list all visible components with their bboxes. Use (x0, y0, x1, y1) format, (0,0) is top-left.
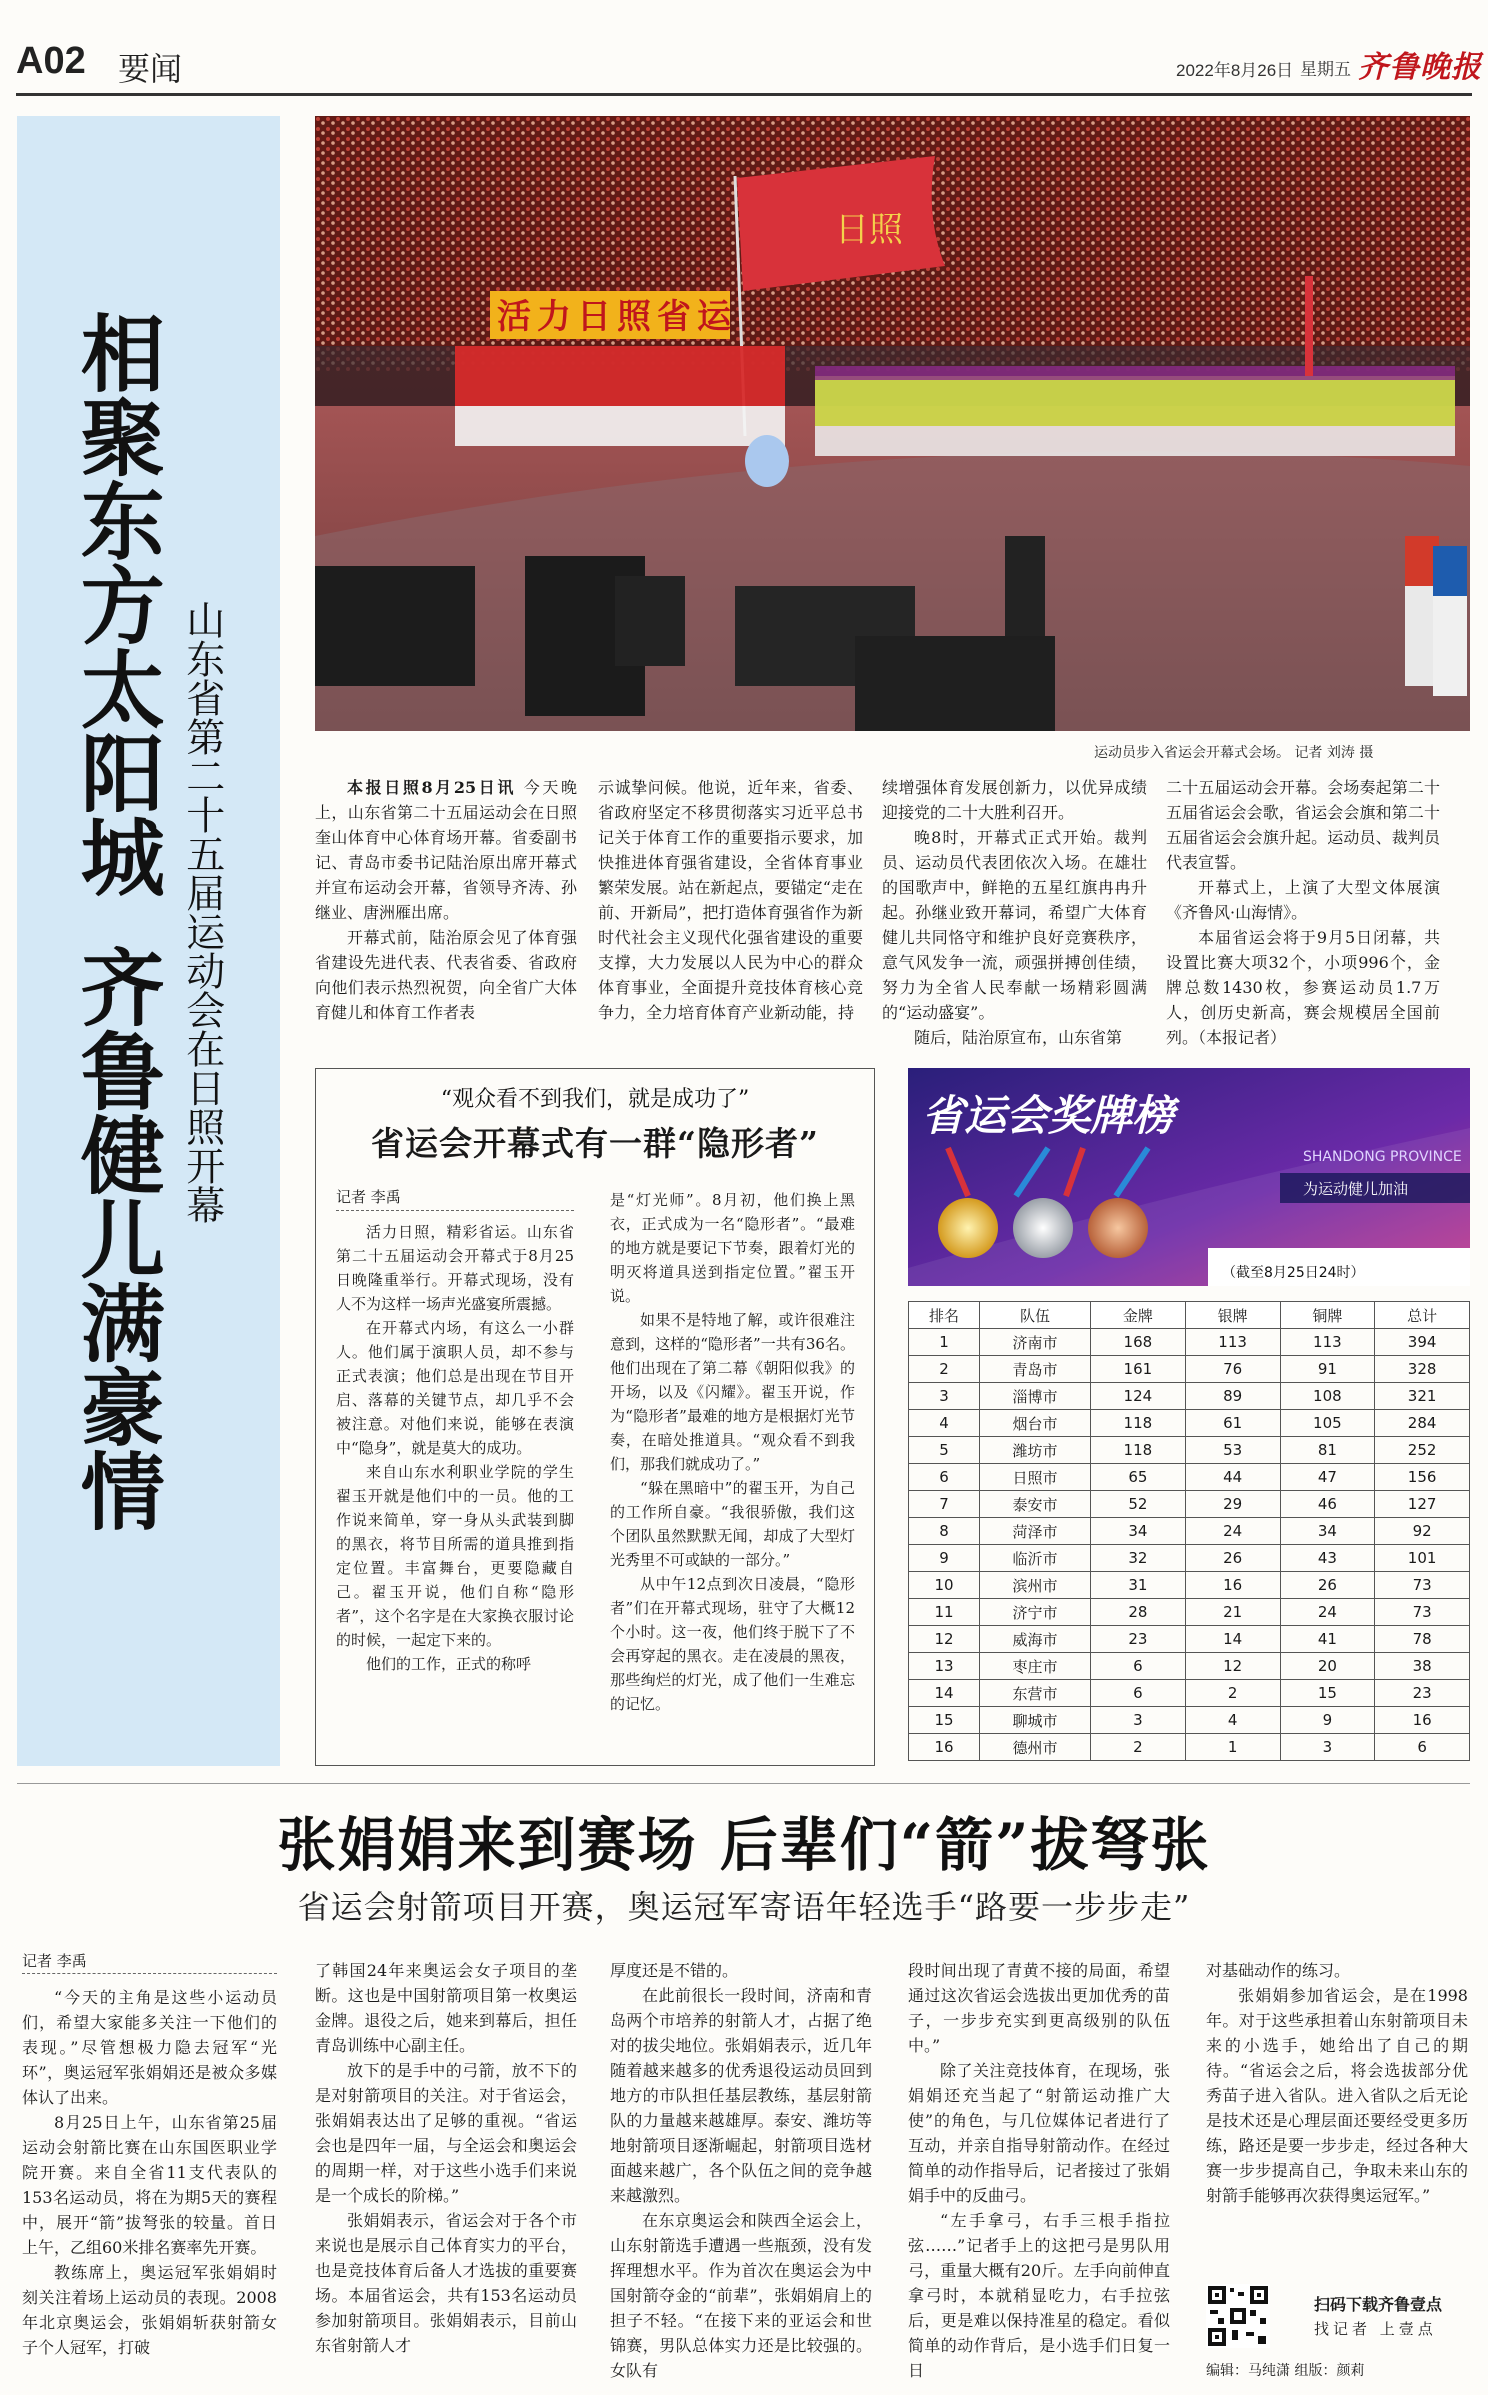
col-total: 总计 (1375, 1302, 1470, 1329)
lead-p5: 晚8时，开幕式正式开始。裁判员、运动员代表团依次入场。在雄壮的国歌声中，鲜艳的五星红旗冉冉升起。孙继业致开幕词，希望广大体育健儿共同恪守和维护良好竞赛秩序，意气风发争一流，顽强拼搏创佳绩，努力为全省人民奉献一场精彩圆满的“运动盛宴”。 (882, 828, 1147, 1022)
sidebar-p4: 他们的工作，正式的称呼 (366, 1655, 532, 1673)
bottom-col2 (315, 1958, 577, 2358)
bottom-col5 (1206, 1958, 1468, 2208)
gold-cell: 28 (1091, 1599, 1186, 1626)
sidebar-col1 (336, 1220, 574, 1676)
bronze-cell: 91 (1280, 1356, 1375, 1383)
lead-article-col2 (598, 775, 863, 1025)
medal-table-row (909, 1626, 1470, 1653)
medal-table-row (909, 1383, 1470, 1410)
silver-cell: 113 (1185, 1329, 1280, 1356)
medal-table-row (909, 1410, 1470, 1437)
section-divider (17, 1783, 1470, 1784)
main-headline-line1: 相聚东方太阳城 (67, 310, 167, 898)
bronze-cell: 105 (1280, 1410, 1375, 1437)
rank-cell: 14 (909, 1680, 980, 1707)
bronze-cell: 47 (1280, 1464, 1375, 1491)
rank-cell: 9 (909, 1545, 980, 1572)
silver-cell: 12 (1185, 1653, 1280, 1680)
team-cell: 枣庄市 (980, 1653, 1091, 1680)
sidebar-p2: 在开幕式内场，有这么一小群人。他们属于演职人员，却不参与正式表演；他们总是出现在节目开启、落幕的关键节点，却几乎不会被注意。对他们来说，能够在表演中“隐身”，就是莫大的成功。 (336, 1319, 574, 1457)
bottom-col1 (22, 1985, 277, 2360)
section-name: 要闻 (118, 50, 183, 88)
lead-p3: 示诚挚问候。他说，近年来，省委、省政府坚定不移贯彻落实习近平总书记关于体育工作的重要指示要求，加快推进体育强省建设，全省体育事业繁荣发展。站在新起点，要锚定“走在前、开新局”，把打造体育强省作为新时代社会主义现代化强省建设的重要支撑，大力发展以人民为中心的群众体育事业，全面提升竞技体育核心竞争力，全力培育体育产业新动能，持 (598, 778, 863, 1022)
bronze-cell: 34 (1280, 1518, 1375, 1545)
bronze-cell: 41 (1280, 1626, 1375, 1653)
gold-cell: 6 (1091, 1653, 1186, 1680)
silver-cell: 76 (1185, 1356, 1280, 1383)
gold-cell: 6 (1091, 1680, 1186, 1707)
total-cell: 127 (1375, 1491, 1470, 1518)
medal-banner-slogan-box (1280, 1173, 1470, 1203)
medal-table-row (909, 1707, 1470, 1734)
team-cell: 烟台市 (980, 1410, 1091, 1437)
bronze-cell: 3 (1280, 1734, 1375, 1761)
bottom-p11: 除了关注竞技体育，在现场，张娟娟还充当起了“射箭运动推广大使”的角色，与几位媒体记者进行了互动，并亲自指导射箭动作。在经过简单的动作指导后，记者接过了张娟娟手中的反曲弓。 (908, 2061, 1170, 2205)
rank-cell: 16 (909, 1734, 980, 1761)
bronze-cell: 46 (1280, 1491, 1375, 1518)
team-cell: 聊城市 (980, 1707, 1091, 1734)
opening-ceremony-photo (315, 116, 1470, 731)
gold-cell: 34 (1091, 1518, 1186, 1545)
total-cell: 321 (1375, 1383, 1470, 1410)
bottom-p2: 8月25日上午，山东省第25届运动会射箭比赛在山东国医职业学院开赛。来自全省11支代表队的153名运动员，将在为期5天的赛程中，展开“箭”拔弩张的较量。首日上午，乙组60米排名赛率先开赛。 (22, 2113, 277, 2257)
silver-cell: 14 (1185, 1626, 1280, 1653)
gold-cell: 124 (1091, 1383, 1186, 1410)
team-cell: 泰安市 (980, 1491, 1091, 1518)
team-cell: 滨州市 (980, 1572, 1091, 1599)
gold-cell: 2 (1091, 1734, 1186, 1761)
silver-cell: 4 (1185, 1707, 1280, 1734)
bottom-p7: 厚度还是不错的。 (610, 1961, 739, 1980)
silver-medal-icon (1013, 1198, 1073, 1258)
bottom-p8: 在此前很长一段时间，济南和青岛两个市培养的射箭人才，占据了绝对的拔尖地位。张娟娟表示，近几年随着越来越多的优秀退役运动员回到地方的市队担任基层教练，基层射箭队的力量越来越雄厚。泰安、潍坊等地射箭项目逐渐崛起，射箭项目选材面越来越广，各个队伍之间的竞争越来越激烈。 (610, 1986, 872, 2205)
lead-article-col4 (1166, 775, 1440, 1050)
download-line1: 扫码下载齐鲁壹点 (1314, 2295, 1443, 2314)
silver-cell: 2 (1185, 1680, 1280, 1707)
rank-cell: 15 (909, 1707, 980, 1734)
bottom-p1: “今天的主角是这些小运动员们，希望大家能多关注一下他们的表现。”尽管想极力隐去冠军“光环”，奥运冠军张娟娟还是被众多媒体认了出来。 (22, 1988, 277, 2107)
bronze-cell: 26 (1280, 1572, 1375, 1599)
silver-cell: 1 (1185, 1734, 1280, 1761)
rank-cell: 4 (909, 1410, 980, 1437)
team-cell: 淄博市 (980, 1383, 1091, 1410)
bronze-cell: 24 (1280, 1599, 1375, 1626)
photo-caption: 运动员步入省运会开幕式会场。 记者 刘涛 摄 (1094, 745, 1374, 761)
sidebar-p7: “躲在黑暗中”的翟玉开，为自己的工作所自豪。“我很骄傲，我们这个团队虽然默默无闻，却成了大型灯光秀里不可或缺的一部分。” (610, 1479, 855, 1569)
bottom-p9: 在东京奥运会和陕西全运会上，山东射箭选手遭遇一些瓶颈，没有发挥理想水平。作为首次在奥运会为中国射箭夺金的“前辈”，张娟娟肩上的担子不轻。“在接下来的亚运会和世锦赛，男队总体实力还是比较强的。女队有 (610, 2211, 872, 2380)
team-cell: 济宁市 (980, 1599, 1091, 1626)
gold-cell: 118 (1091, 1437, 1186, 1464)
medal-table-row (909, 1356, 1470, 1383)
total-cell: 156 (1375, 1464, 1470, 1491)
rank-cell: 2 (909, 1356, 980, 1383)
rank-cell: 10 (909, 1572, 980, 1599)
rank-cell: 8 (909, 1518, 980, 1545)
silver-cell: 24 (1185, 1518, 1280, 1545)
bottom-p13: 对基础动作的练习。 (1206, 1961, 1351, 1980)
medal-table-row (909, 1572, 1470, 1599)
bottom-p4: 了韩国24年来奥运会女子项目的垄断。这也是中国射箭项目第一枚奥运金牌。退役之后，她来到幕后，担任青岛训练中心副主任。 (315, 1961, 577, 2055)
bottom-p10: 段时间出现了青黄不接的局面，希望通过这次省运会选拔出更加优秀的苗子，一步步充实到更高级别的队伍中。” (908, 1961, 1170, 2055)
col-gold: 金牌 (1091, 1302, 1186, 1329)
medal-table-row (909, 1680, 1470, 1707)
bronze-cell: 81 (1280, 1437, 1375, 1464)
team-cell: 潍坊市 (980, 1437, 1091, 1464)
silver-cell: 29 (1185, 1491, 1280, 1518)
silver-cell: 44 (1185, 1464, 1280, 1491)
medal-table-row (909, 1599, 1470, 1626)
bottom-col3 (610, 1958, 872, 2383)
col-rank: 排名 (909, 1302, 980, 1329)
lead-p8: 开幕式上，上演了大型文体展演《齐鲁风·山海情》。 (1166, 878, 1440, 922)
svg-text:活力日照省运: 活力日照省运 (497, 297, 737, 337)
editor-credits: 编辑：马纯潇 组版：颜莉 (1206, 2363, 1365, 2379)
gold-medal-icon (938, 1198, 998, 1258)
sidebar-p8: 从中午12点到次日凌晨，“隐形者”们在开幕式现场，驻守了大概12个小时。这一夜，他们终于脱下了不会再穿起的黑衣。走在凌晨的黑夜，那些绚烂的灯光，成了他们一生难忘的记忆。 (610, 1575, 855, 1713)
gold-cell: 52 (1091, 1491, 1186, 1518)
medal-table-row (909, 1734, 1470, 1761)
lead-p7: 二十五届运动会开幕。会场奏起第二十五届省运会会歌，省运会会旗和第二十五届省运会会旗升起。运动员、裁判员代表宣誓。 (1166, 778, 1440, 872)
team-sign (490, 291, 737, 339)
gold-cell: 3 (1091, 1707, 1186, 1734)
bronze-cell: 108 (1280, 1383, 1375, 1410)
total-cell: 73 (1375, 1599, 1470, 1626)
rank-cell: 5 (909, 1437, 980, 1464)
silver-cell: 16 (1185, 1572, 1280, 1599)
gold-cell: 32 (1091, 1545, 1186, 1572)
silver-cell: 26 (1185, 1545, 1280, 1572)
bronze-cell: 43 (1280, 1545, 1375, 1572)
newspaper-logo: 齐鲁晚报 (1358, 50, 1482, 85)
team-cell: 德州市 (980, 1734, 1091, 1761)
sidebar-p3: 来自山东水利职业学院的学生翟玉开就是他们中的一员。他的工作说来简单，穿一身从头武装到脚的黑衣，将节目所需的道具推到指定位置。丰富舞台，更要隐藏自己。翟玉开说，他们自称“隐形者”，这个名字是在大家换衣服讨论的时候，一起定下来的。 (336, 1463, 574, 1649)
main-headline-line2: 齐鲁健儿满豪情 (67, 944, 167, 1532)
bronze-cell: 113 (1280, 1329, 1375, 1356)
silver-cell: 89 (1185, 1383, 1280, 1410)
medal-table-row (909, 1491, 1470, 1518)
sidebar-kicker: “观众看不到我们，就是成功了” (440, 1087, 750, 1112)
rank-cell: 6 (909, 1464, 980, 1491)
total-cell: 78 (1375, 1626, 1470, 1653)
lead-p1: 本报日照8月25日讯 今天晚上，山东省第二十五届运动会在日照奎山体育中心体育场开幕。省委副书记、青岛市委书记陆治原出席开幕式并宣布运动会开幕，省领导齐涛、孙继业、唐洲雁出席。 (315, 778, 577, 922)
issue-date: 2022年8月26日 (1176, 61, 1294, 80)
rank-cell: 7 (909, 1491, 980, 1518)
bronze-cell: 20 (1280, 1653, 1375, 1680)
sidebar-p1: 活力日照，精彩省运。山东省第二十五届运动会开幕式于8月25日晚隆重举行。开幕式现场，没有人不为这样一场声光盛宴所震撼。 (336, 1223, 574, 1313)
rank-cell: 3 (909, 1383, 980, 1410)
team-cell: 青岛市 (980, 1356, 1091, 1383)
total-cell: 6 (1375, 1734, 1470, 1761)
medal-banner-en: SHANDONG PROVINCE (1303, 1149, 1462, 1165)
rank-cell: 1 (909, 1329, 980, 1356)
medal-as-of: （截至8月25日24时） (1222, 1265, 1365, 1281)
medal-table (908, 1301, 1470, 1761)
bottom-p5: 放下的是手中的弓箭，放不下的是对射箭项目的关注。对于省运会，张娟娟表达出了足够的重视。“省运会也是四年一届，与全运会和奥运会的周期一样，对于这些小选手们来说是一个成长的阶梯。” (315, 2061, 577, 2205)
bottom-p12: “左手拿弓，右手三根手指拉弦……”记者手上的这把弓是男队用弓，重量大概有20斤。左手向前伸直拿弓时，本就稍显吃力，右手拉弦后，更是难以保持准星的稳定。看似简单的动作背后，是小选手们日复一日 (908, 2211, 1170, 2380)
bottom-byline: 记者 李禹 (22, 1952, 87, 1970)
bronze-cell: 15 (1280, 1680, 1375, 1707)
silver-cell: 53 (1185, 1437, 1280, 1464)
bottom-p6: 张娟娟表示，省运会对于各个市来说也是展示自己体育实力的平台，也是竞技体育后备人才选拔的重要赛场。本届省运会，共有153名运动员参加射箭项目。张娟娟表示，目前山东省射箭人才 (315, 2211, 577, 2355)
bottom-headline: 张娟娟来到赛场 后辈们“箭”拔弩张 (277, 1811, 1211, 1879)
bottom-p14: 张娟娟参加省运会，是在1998年。对于这些承担着山东射箭项目未来的小选手，她给出了自己的期待。“省运会之后，将会选拔部分优秀苗子进入省队。进入省队之后无论是技术还是心理层面还要经受更多历练，路还是要一步步走，经过各种大赛一步步提高自己，争取未来山东的射箭手能够再次获得奥运冠军。” (1206, 1986, 1468, 2205)
total-cell: 38 (1375, 1653, 1470, 1680)
rank-cell: 13 (909, 1653, 980, 1680)
rank-cell: 11 (909, 1599, 980, 1626)
total-cell: 394 (1375, 1329, 1470, 1356)
medal-table-header (909, 1302, 1470, 1329)
gold-cell: 168 (1091, 1329, 1186, 1356)
lead-p4: 续增强体育发展创新力，以优异成绩迎接党的二十大胜利召开。 (882, 778, 1147, 822)
bottom-subheadline: 省运会射箭项目开赛，奥运冠军寄语年轻选手“路要一步步走” (297, 1888, 1191, 1926)
medal-banner-title: 省运会奖牌榜 (922, 1091, 1175, 1140)
flag-text: 日照 (835, 210, 903, 250)
sidebar-byline-rule (336, 1210, 574, 1211)
medal-table-body (909, 1329, 1470, 1761)
team-cell: 日照市 (980, 1464, 1091, 1491)
total-cell: 73 (1375, 1572, 1470, 1599)
col-bronze: 铜牌 (1280, 1302, 1375, 1329)
medal-table-row (909, 1545, 1470, 1572)
team-cell: 临沂市 (980, 1545, 1091, 1572)
total-cell: 23 (1375, 1680, 1470, 1707)
col-silver: 银牌 (1185, 1302, 1280, 1329)
col-team: 队伍 (980, 1302, 1091, 1329)
team-cell: 东营市 (980, 1680, 1091, 1707)
sidebar-p5: 是“灯光师”。8月初，他们换上黑衣，正式成为一名“隐形者”。“最难的地方就是要记下节奏，跟着灯光的明灭将道具送到指定位置。”翟玉开说。 (610, 1191, 855, 1305)
sidebar-p6: 如果不是特地了解，或许很难注意到，这样的“隐形者”一共有36名。他们出现在了第二幕《朝阳似我》的开场，以及《闪耀》。翟玉开说，作为“隐形者”最难的地方是根据灯光节奏，在暗处推道具。“观众看不到我们，那我们就成功了。” (610, 1311, 855, 1473)
team-cell: 济南市 (980, 1329, 1091, 1356)
medal-table-banner (908, 1068, 1470, 1286)
sidebar-col2 (610, 1188, 855, 1716)
team-cell: 威海市 (980, 1626, 1091, 1653)
sidebar-title: 省运会开幕式有一群“隐形者” (371, 1124, 819, 1163)
bottom-byline-rule (22, 1973, 277, 1974)
bronze-medal-icon (1088, 1198, 1148, 1258)
total-cell: 252 (1375, 1437, 1470, 1464)
total-cell: 328 (1375, 1356, 1470, 1383)
bronze-cell: 9 (1280, 1707, 1375, 1734)
lead-p6: 随后，陆治原宣布，山东省第 (914, 1028, 1123, 1047)
qr-code-icon[interactable] (1206, 2284, 1270, 2348)
total-cell: 92 (1375, 1518, 1470, 1545)
gold-cell: 23 (1091, 1626, 1186, 1653)
gold-cell: 65 (1091, 1464, 1186, 1491)
team-cell: 菏泽市 (980, 1518, 1091, 1545)
gold-cell: 31 (1091, 1572, 1186, 1599)
sub-headline: 山东省第二十五届运动会在日照开幕 (179, 600, 225, 1224)
silver-cell: 61 (1185, 1410, 1280, 1437)
bottom-col4 (908, 1958, 1170, 2383)
lead-article-col1 (315, 775, 577, 1025)
medal-table-row (909, 1464, 1470, 1491)
total-cell: 16 (1375, 1707, 1470, 1734)
medal-table-row (909, 1653, 1470, 1680)
total-cell: 284 (1375, 1410, 1470, 1437)
medal-table-row (909, 1329, 1470, 1356)
rank-cell: 12 (909, 1626, 980, 1653)
header-rule (16, 93, 1472, 96)
lead-p9: 本届省运会将于9月5日闭幕，共设置比赛大项32个，小项996个，金牌总数1430枚，参赛运动员1.7万人，创历史新高，赛会规模居全国前列。（本报记者） (1166, 928, 1440, 1047)
medal-table-row (909, 1518, 1470, 1545)
issue-weekday: 星期五 (1300, 60, 1351, 80)
gold-cell: 118 (1091, 1410, 1186, 1437)
gold-cell: 161 (1091, 1356, 1186, 1383)
total-cell: 101 (1375, 1545, 1470, 1572)
download-line2: 找记者 上壹点 (1314, 2320, 1437, 2338)
silver-cell: 21 (1185, 1599, 1280, 1626)
medal-table-row (909, 1437, 1470, 1464)
bottom-p3: 教练席上，奥运冠军张娟娟时刻关注着场上运动员的表现。2008年北京奥运会，张娟娟斩获射箭女子个人冠军，打破 (22, 2263, 277, 2357)
lead-p2: 开幕式前，陆治原会见了体育强省建设先进代表、代表省委、省政府向他们表示热烈祝贺，向全省广大体育健儿和体育工作者表 (315, 928, 577, 1022)
sidebar-byline: 记者 李禹 (336, 1188, 401, 1206)
lead-article-col3 (882, 775, 1147, 1050)
page-number: A02 (16, 40, 86, 82)
main-headline (67, 310, 167, 1610)
medal-banner-slogan: 为运动健儿加油 (1303, 1180, 1409, 1198)
